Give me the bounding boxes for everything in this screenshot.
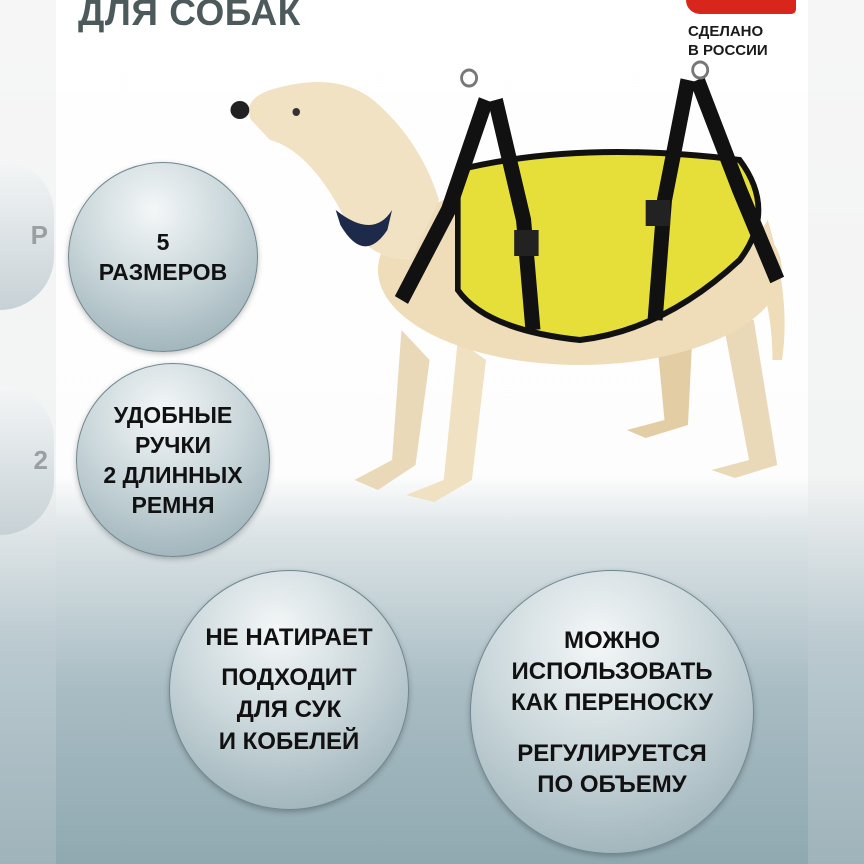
russian-flag-icon bbox=[686, 0, 796, 14]
feature-text: РЕМНЯ bbox=[131, 492, 215, 518]
feature-text: НЕ НАТИРАЕТ bbox=[205, 624, 373, 651]
blurred-edge-left bbox=[0, 0, 56, 864]
made-line: В РОССИИ bbox=[688, 42, 768, 59]
feature-text: УДОБНЫЕ bbox=[113, 402, 233, 428]
dog-with-harness-image bbox=[176, 60, 796, 510]
product-image bbox=[56, 0, 808, 864]
feature-text: КАК ПЕРЕНОСКУ bbox=[510, 688, 714, 716]
ghost-text: Р bbox=[30, 219, 48, 250]
ghost-circle bbox=[0, 385, 54, 535]
page-title: ДЛЯ СОБАК bbox=[78, 0, 301, 33]
blurred-edge-right bbox=[808, 0, 864, 864]
feature-circle-sizes bbox=[68, 162, 258, 352]
feature-text: МОЖНО bbox=[563, 626, 661, 654]
feature-text: ИСПОЛЬЗОВАТЬ bbox=[511, 657, 713, 685]
feature-text: И КОБЕЛЕЙ bbox=[218, 728, 360, 755]
ghost-text: 2 bbox=[33, 444, 48, 475]
feature-text: 5 bbox=[156, 229, 170, 255]
feature-text: ДЛЯ СУК bbox=[236, 696, 342, 723]
feature-text: РАЗМЕРОВ bbox=[98, 259, 228, 285]
feature-circle-handles bbox=[76, 363, 270, 557]
feature-circle-carrier bbox=[470, 570, 754, 854]
made-line: СДЕЛАНО bbox=[688, 23, 764, 40]
feature-text: 2 ДЛИННЫХ bbox=[103, 462, 243, 488]
made-in-russia-label bbox=[688, 22, 768, 60]
ghost-circle bbox=[0, 160, 54, 310]
feature-text: РУЧКИ bbox=[134, 432, 212, 458]
feature-text: РЕГУЛИРУЕТСЯ bbox=[517, 739, 707, 767]
feature-circle-no-chafe bbox=[169, 570, 409, 810]
feature-text: ПОДХОДИТ bbox=[221, 664, 357, 691]
feature-text: ПО ОБЪЕМУ bbox=[537, 770, 687, 798]
